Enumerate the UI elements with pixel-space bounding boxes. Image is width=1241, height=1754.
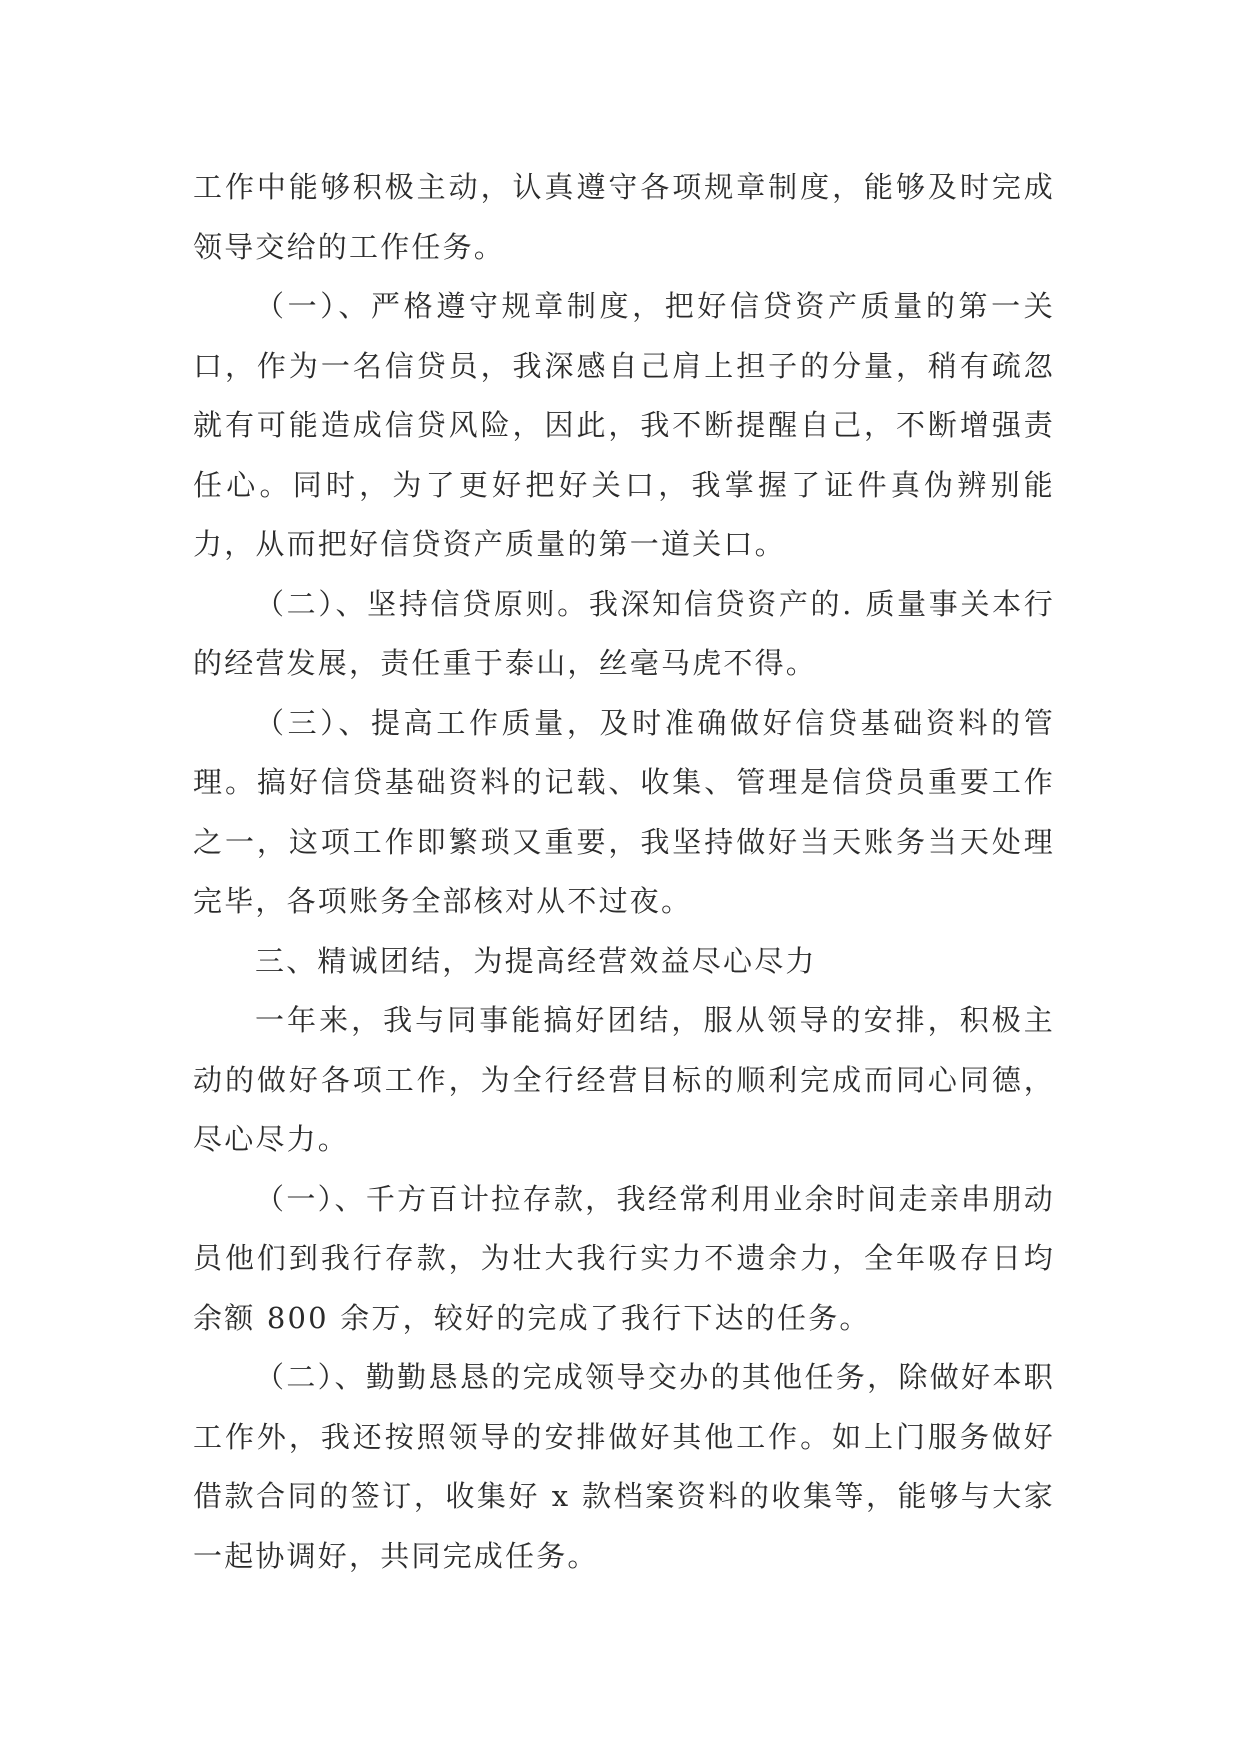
- section-heading-3: 三、精诚团结，为提高经营效益尽心尽力: [255, 943, 817, 978]
- paragraph-continuation: 工作中能够积极主动，认真遵守各项规章制度，能够及时完成领导交给的工作任务。: [193, 170, 1055, 264]
- paragraph-item-3: （三）、提高工作质量，及时准确做好信贷基础资料的管理。搞好信贷基础资料的记载、收集、管理是信贷员重要工作之一，这项工作即繁琐又重要，我坚持做好当天账务当天处理完毕，各项账务全部核对从不过夜。: [193, 705, 1055, 918]
- paragraph-intro: 一年来，我与同事能搞好团结，服从领导的安排，积极主动的做好各项工作，为全行经营目标的顺利完成而同心同德，尽心尽力。: [193, 1003, 1055, 1156]
- paragraph-other-tasks: （二）、勤勤恳恳的完成领导交办的其他任务，除做好本职工作外，我还按照领导的安排做好其他工作。如上门服务做好借款合同的签订，收集好 x 款档案资料的收集等，能够与大家一起协调好，共同完成任务。: [193, 1360, 1055, 1573]
- paragraph-item-1: （一）、严格遵守规章制度，把好信贷资产质量的第一关口，作为一名信贷员，我深感自己肩上担子的分量，稍有疏忽就有可能造成信贷风险，因此，我不断提醒自己，不断增强责任心。同时，为了更好把好关口，我掌握了证件真伪辨别能力，从而把好信贷资产质量的第一道关口。: [193, 289, 1055, 561]
- document-body: [193, 158, 1055, 1586]
- paragraph-item-2: （二）、坚持信贷原则。我深知信贷资产的. 质量事关本行的经营发展，责任重于泰山，丝毫马虎不得。: [193, 586, 1055, 680]
- paragraph-deposits: （一）、千方百计拉存款，我经常利用业余时间走亲串朋动员他们到我行存款，为壮大我行实力不遗余力，全年吸存日均余额 800 余万，较好的完成了我行下达的任务。: [193, 1181, 1055, 1335]
